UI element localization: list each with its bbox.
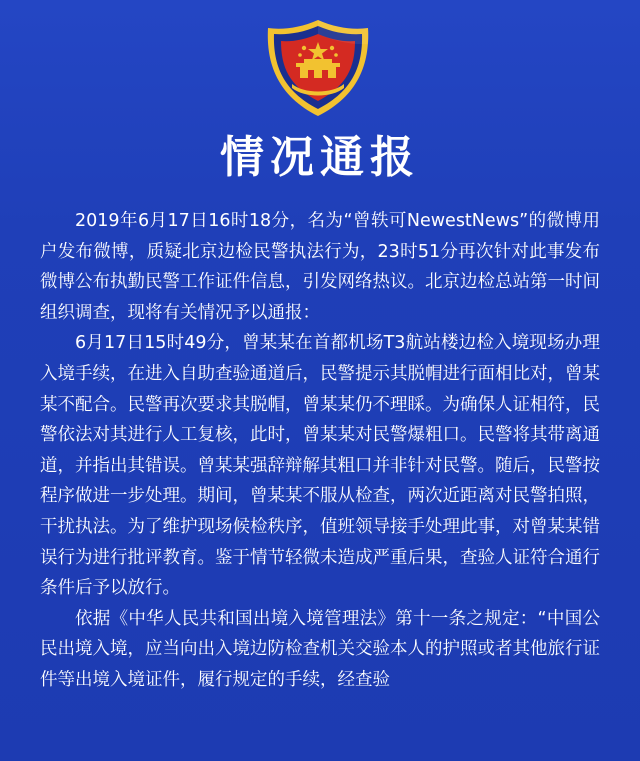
paragraph-legal-basis: 依据《中华人民共和国出境入境管理法》第十一条之规定：“中国公民出境入境，应当向出入境边防检查机关交验本人的护照或者其他旅行证件等出境入境证件，履行规定的手续，经查验 bbox=[40, 608, 600, 690]
paragraph-incident: 6月17日15时49分，曾某某在首都机场T3航站楼边检入境现场办理入境手续，在进入自助查验通道后，民警提示其脱帽进行面相比对，曾某某不配合。民警再次要求其脱帽，曾某某仍不理睬。为确保人证相符，民警依法对其进行人工复核，此时，曾某某对民警爆粗口。民警将其带离通道，并指出其错误。曾某某强辞辩解其粗口并非针对民警。随后，民警按程序做进一步处理。期间，曾某某不服从检查，两次近距离对民警拍照，干扰执法。为了维护现场候检秩序，值班领导接手处理此事，对曾某某错误行为进行批评教育。鉴于情节轻微未造成严重后果，查验人证符合通行条件后予以放行。 bbox=[40, 333, 600, 599]
police-emblem-icon bbox=[262, 18, 374, 118]
paragraph-intro: 2019年6月17日16时18分，名为“曾轶可NewestNews”的微博用户发布微博，质疑北京边检民警执法行为，23时51分再次针对此事发布微博公布执勤民警工作证件信息，引发网络热议。北京边检总站第一时间组织调查，现将有关情况予以通报： bbox=[40, 211, 600, 323]
notice-body bbox=[40, 206, 600, 696]
page-title: 情况通报 bbox=[220, 132, 420, 183]
